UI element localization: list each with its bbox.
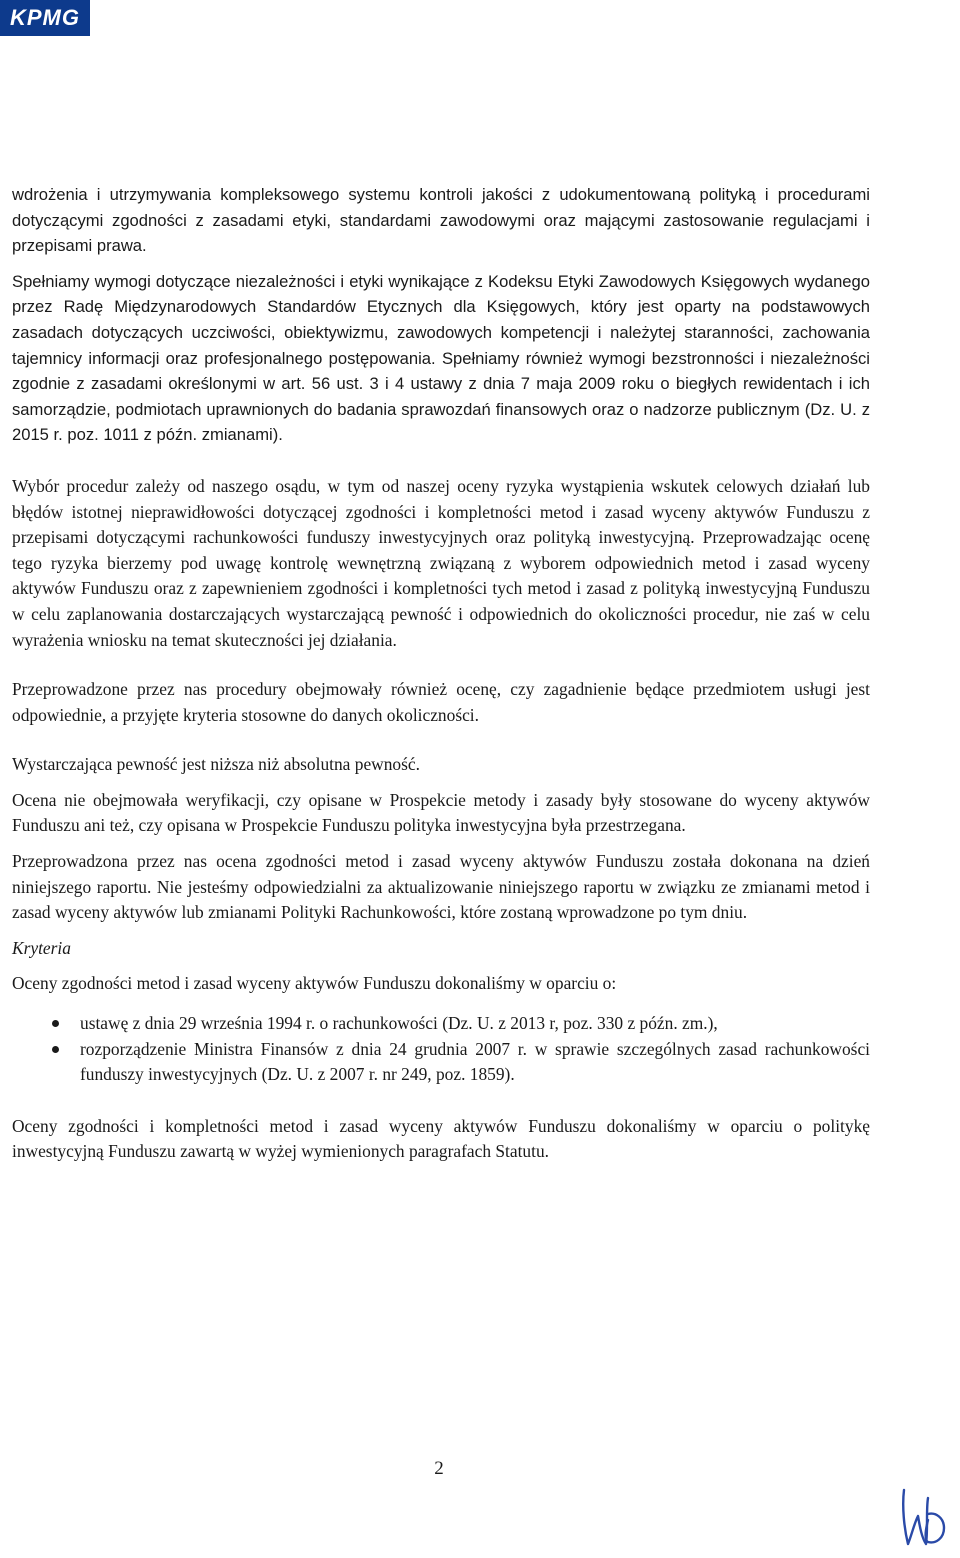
- criteria-item-text: rozporządzenie Ministra Finansów z dnia 24 grudnia 2007 r. w sprawie szczególnych zasad rachunkowości funduszy inwestycyjnych (Dz. U. z 2007 r. nr 249, poz. 1859).: [80, 1038, 870, 1085]
- document-body: [12, 182, 870, 1165]
- paragraph-conclusion-basis: Oceny zgodności i kompletności metod i zasad wyceny aktywów Funduszu dokonaliśmy w oparciu o politykę inwestycyjną Funduszu zawartą w wyżej wymienionych paragrafach Statutu.: [12, 1115, 870, 1162]
- paragraph-assurance: Wystarczająca pewność jest niższa niż absolutna pewność.: [12, 754, 420, 775]
- paragraph-criteria-intro: Oceny zgodności metod i zasad wyceny aktywów Funduszu dokonaliśmy w oparciu o:: [12, 973, 617, 994]
- kpmg-logo: KPMG: [0, 0, 90, 36]
- paragraph-procedures-scope: Przeprowadzone przez nas procedury obejmowały również ocenę, czy zagadnienie będące przedmiotem usługi jest odpowiednie, a przyjęte kryteria stosowne do danych okoliczności.: [12, 679, 870, 725]
- paragraph-quality-control: wdrożenia i utrzymywania kompleksowego systemu kontroli jakości z udokumentowaną polityką i procedurami dotyczącymi zgodności z zasadami etyki, standardami zawodowymi oraz mającymi zastosowanie regulacjami i przepisami prawa.: [12, 185, 870, 256]
- criteria-item: [12, 1037, 870, 1088]
- paragraph-independence: Spełniamy wymogi dotyczące niezależności i etyki wynikające z Kodeksu Etyki Zawodowych Księgowych wydanego przez Radę Międzynarodowych Standardów Etycznych dla Księgowych, który jest oparty na podstawowych zasadach dotyczących uczciwości, obiektywizmu, zawodowych kompetencji i należytej staranności, zachowania tajemnicy informacji oraz profesjonalnego postępowania. Spełniamy również wymogi bezstronności i niezależności zgodnie z zasadami określonymi w art. 56 ust. 3 i 4 ustawy z dnia 7 maja 2009 roku o biegłych rewidentach i ich samorządzie, podmiotach uprawnionych do badania sprawozdań finansowych oraz o nadzorze publicznym (Dz. U. z 2015 r. poz. 1011 z późn. zmianami).: [12, 271, 870, 445]
- paragraph-report-date: Przeprowadzona przez nas ocena zgodności metod i zasad wyceny aktywów Funduszu została dokonana na dzień niniejszego raportu. Nie jesteśmy odpowiedzialni za aktualizowanie niniejszego raportu w związku ze zmianami metod i zasad wyceny aktywów lub zmianami Polityki Rachunkowości, które zostaną wprowadzone po tym dniu.: [12, 851, 870, 923]
- criteria-list: [12, 1011, 870, 1088]
- criteria-item-text: ustawę z dnia 29 września 1994 r. o rachunkowości (Dz. U. z 2013 r, poz. 330 z późn. zm.),: [80, 1013, 718, 1034]
- paragraph-procedures: Wybór procedur zależy od naszego osądu, w tym od naszej oceny ryzyka wystąpienia wskutek celowych działań lub błędów istotnej nieprawidłowości dotyczącej zgodności i kompletności metod i zasad wyceny aktywów Funduszu z przepisami dotyczącymi rachunkowości funduszy inwestycyjnych oraz polityką inwestycyjną. Przeprowadzając ocenę tego ryzyka bierzemy pod uwagę kontrolę wewnętrzną związaną z wyborem odpowiednich metod i zasad wyceny aktywów Funduszu oraz z zapewnieniem zgodności i kompletności tych metod i zasad z polityką inwestycyjną Funduszu w celu zaplanowania dostarczających wystarczającą pewność i odpowiednich do okoliczności procedur, nie zaś w celu wyrażenia wniosku na temat skuteczności jej działania.: [12, 475, 870, 650]
- signature-initials: [898, 1484, 950, 1550]
- paragraph-assessment-scope: Ocena nie obejmowała weryfikacji, czy opisane w Prospekcie metody i zasady były stosowane do wyceny aktywów Funduszu ani też, czy opisana w Prospekcie Funduszu polityka inwestycyjna była przestrzegana.: [12, 789, 870, 836]
- criteria-item: [12, 1011, 870, 1037]
- bullet-icon: [52, 1020, 59, 1027]
- section-heading-criteria: Kryteria: [12, 937, 71, 958]
- bullet-icon: [52, 1046, 59, 1053]
- page-number: 2: [434, 1458, 444, 1479]
